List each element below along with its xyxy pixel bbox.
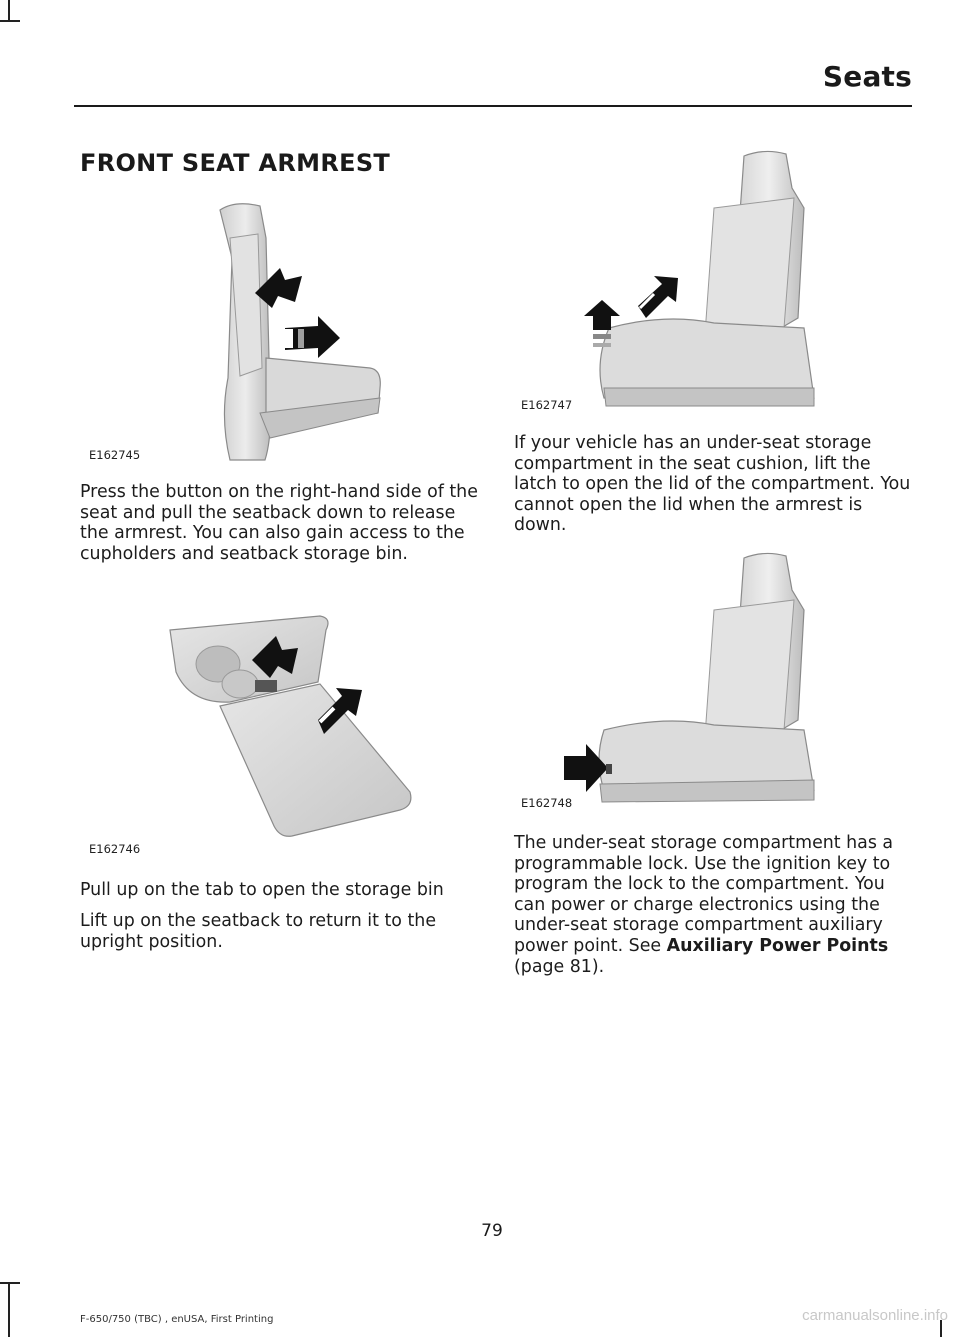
auxiliary-power-points-link[interactable]: Auxiliary Power Points (666, 935, 889, 956)
figure-label: E162746 (89, 842, 141, 856)
paragraph-programmable-lock (514, 833, 914, 977)
section-heading: FRONT SEAT ARMREST (80, 149, 391, 177)
figure-label: E162745 (89, 448, 141, 462)
crop-mark-top-left-v (8, 0, 10, 20)
figure-armrest-storage-bin (80, 612, 470, 858)
watermark: carmanualsonline.info (802, 1307, 948, 1324)
armrest-bin-illustration (80, 612, 470, 858)
page-number: 79 (481, 1221, 503, 1241)
paragraph-under-seat-storage: If your vehicle has an under-seat storage compartment in the seat cushion, lift the latch to open the lid of the compartment. You cannot open the lid when the armrest is down. (514, 433, 911, 536)
crop-mark-bottom-left-h (0, 1282, 20, 1284)
figure-label: E162748 (521, 796, 573, 810)
figure-seat-armrest-release (80, 198, 470, 466)
header-rule (74, 105, 912, 107)
crop-mark-bottom-left-v (8, 1282, 10, 1337)
seat-armrest-illustration (80, 198, 470, 466)
footer-text: F-650/750 (TBC) , enUSA, First Printing (80, 1314, 274, 1325)
figure-under-seat-lock (514, 550, 912, 812)
page-reference: (page 81). (514, 956, 605, 977)
paragraph-lift-seatback: Lift up on the seatback to return it to the upright position. (80, 911, 437, 952)
paragraph-pull-tab: Pull up on the tab to open the storage bin (80, 880, 444, 900)
under-seat-latch-illustration (514, 148, 912, 418)
crop-mark-top-left-h (0, 20, 20, 22)
figure-under-seat-latch (514, 148, 912, 418)
page-header-title: Seats (822, 60, 912, 93)
paragraph-armrest-release: Press the button on the right-hand side of the seat and pull the seatback down to release the armrest. You can also gain access to the cupholders and seatback storage bin. (80, 482, 478, 564)
figure-label: E162747 (521, 398, 573, 412)
under-seat-lock-illustration (514, 550, 912, 812)
lock-text: The under-seat storage compartment has a programmable lock. Use the ignition key to program the lock to the compartment. You can power or charge electronics using the under-seat storage compartment auxiliary power point. See (514, 833, 894, 956)
